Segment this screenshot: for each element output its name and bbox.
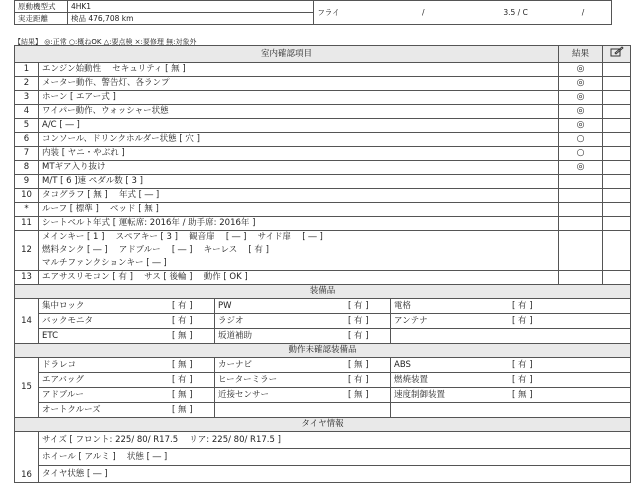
equipment-label: カーナビ — [218, 359, 253, 370]
item-result: ○ — [559, 133, 603, 147]
equipment-label: エアバッグ — [42, 374, 84, 385]
equipment-cell — [215, 388, 391, 403]
equipment-cell — [39, 314, 215, 329]
item-number: 2 — [15, 77, 39, 91]
equipment-label: ヒーターミラー — [218, 374, 278, 385]
equipment-label: アドブルー — [42, 389, 84, 400]
equipment-value: [ 有 ] — [172, 374, 193, 385]
item-text: MTギア入り抜け — [39, 161, 559, 175]
equipment-value: [ 無 ] — [172, 330, 193, 341]
key-info-line-2: 燃料タンク [ ― ] アドブルー [ ― ] キーレス [ 有 ] — [42, 245, 269, 255]
item-number: 13 — [15, 271, 39, 285]
item-number: 5 — [15, 119, 39, 133]
interior-section-title: 室内確認項目 — [15, 46, 559, 63]
equipment-label: ラジオ — [218, 315, 244, 326]
equipment-value: [ 有 ] — [512, 374, 533, 385]
equipment-value: [ 無 ] — [172, 404, 193, 415]
result-legend: 【結果】 ◎:正常 ○:概ねOK △:要点検 ×:要修理 無:対象外 — [14, 38, 197, 46]
item-text: ホーン [ エアー式 ] — [39, 91, 559, 105]
equipment-value: [ 有 ] — [348, 374, 369, 385]
fly-pressure-value: 3.5 / C — [503, 8, 528, 17]
equipment-cell — [39, 358, 215, 373]
equipment-label: アンテナ — [394, 315, 428, 326]
equipment-label: PW — [218, 300, 232, 311]
edit-icon[interactable] — [603, 46, 631, 63]
wheel-info: ホイール [ アルミ ] 状態 [ ― ] — [39, 449, 631, 466]
equipment-value: [ 有 ] — [512, 300, 533, 311]
equipment-value: [ 無 ] — [172, 359, 193, 370]
equipment-cell — [391, 358, 631, 373]
item-result: ◎ — [559, 119, 603, 133]
item-result — [559, 189, 603, 203]
item-number: 10 — [15, 189, 39, 203]
item-text: A/C [ ― ] — [39, 119, 559, 133]
equipment-cell — [391, 329, 631, 344]
inspection-row — [15, 161, 631, 175]
vehicle-info-table — [14, 0, 612, 25]
fly-slash-1: / — [421, 8, 425, 17]
equipment-row — [15, 358, 631, 373]
item-number: 4 — [15, 105, 39, 119]
item-text: ルーフ [ 標準 ] ベッド [ 無 ] — [39, 203, 559, 217]
item-number: 12 — [15, 231, 39, 271]
equipment-cell — [391, 314, 631, 329]
item-text: シートベルト年式 [ 運転席: 2016年 / 助手席: 2016年 ] — [39, 217, 559, 231]
item-number: 15 — [15, 358, 39, 418]
item-text: メーター動作、警告灯、各ランプ — [39, 77, 559, 91]
inspection-row — [15, 203, 631, 217]
equipment-row — [15, 299, 631, 314]
equipment-cell — [391, 403, 631, 418]
equipment-value: [ 無 ] — [348, 389, 369, 400]
item-text: 内装 [ ヤニ・やぶれ ] — [39, 147, 559, 161]
equipment-cell — [215, 299, 391, 314]
equipment-cell — [39, 403, 215, 418]
equipment-label: 集中ロック — [42, 300, 85, 311]
item-result: ○ — [559, 147, 603, 161]
fly-slash-2: / — [581, 8, 585, 17]
equipment-label: 坂道補助 — [218, 330, 253, 341]
item-number: 1 — [15, 63, 39, 77]
equipment-cell — [39, 329, 215, 344]
equipment-label: ABS — [394, 359, 411, 370]
inspection-row — [15, 91, 631, 105]
equipment-cell — [215, 358, 391, 373]
item-result — [559, 217, 603, 231]
equipment-cell — [39, 299, 215, 314]
inspection-row — [15, 175, 631, 189]
equipment-value: [ 無 ] — [172, 389, 193, 400]
tire-condition: タイヤ状態 [ ― ] — [39, 466, 631, 483]
fly-value — [370, 1, 611, 25]
item-number: 14 — [15, 299, 39, 344]
item-text: タコグラフ [ 無 ] 年式 [ ― ] — [39, 189, 559, 203]
key-info-line-3: マルチファンクションキー [ ― ] — [42, 258, 167, 268]
item-result: ◎ — [559, 77, 603, 91]
item-result: ◎ — [559, 91, 603, 105]
equipment-row — [15, 388, 631, 403]
mileage-value: 検品 476,708 km — [67, 13, 313, 25]
equipment-label: ドラレコ — [42, 359, 77, 370]
inspection-row — [15, 63, 631, 77]
item-number: 9 — [15, 175, 39, 189]
item-number: 3 — [15, 91, 39, 105]
tire-size: サイズ [ フロント: 225/ 80/ R17.5 リア: 225/ 80/ R17.5 ] — [39, 432, 631, 449]
inspection-row — [15, 189, 631, 203]
inspection-row — [15, 119, 631, 133]
key-info-line-1: メインキー [ 1 ] スペアキー [ 3 ] 観音扉 [ ― ] サイド扉 [ ― ] — [42, 232, 323, 242]
engine-type-value: 4HK1 — [67, 1, 313, 13]
equipment-value: [ 無 ] — [348, 359, 369, 370]
equipment-row — [15, 403, 631, 418]
equipment-value: [ 有 ] — [512, 359, 533, 370]
item-number: 8 — [15, 161, 39, 175]
result-column-header: 結果 — [559, 46, 603, 63]
unverified-section-title: 動作未確認装備品 — [15, 344, 631, 358]
equipment-value: [ 有 ] — [348, 315, 369, 326]
inspection-row — [15, 147, 631, 161]
equipment-section-title: 装備品 — [15, 285, 631, 299]
item-result — [559, 203, 603, 217]
equipment-row — [15, 314, 631, 329]
equipment-cell — [215, 314, 391, 329]
item-number: * — [15, 203, 39, 217]
equipment-cell — [391, 373, 631, 388]
equipment-cell — [39, 373, 215, 388]
equipment-value: [ 有 ] — [172, 300, 193, 311]
item-text: エンジン始動性 セキュリティ [ 無 ] — [39, 63, 559, 77]
equipment-label: バックモニタ — [42, 315, 94, 326]
equipment-value: [ 無 ] — [512, 389, 533, 400]
equipment-cell — [39, 388, 215, 403]
item-result: ◎ — [559, 63, 603, 77]
air-suspension-remote: エアサスリモコン [ 有 ] サス [ 後輪 ] 動作 [ OK ] — [39, 271, 559, 285]
inspection-row — [15, 77, 631, 91]
equipment-label: オートクルーズ — [42, 404, 101, 415]
mileage-label: 実走距離 — [15, 13, 68, 25]
item-number: 6 — [15, 133, 39, 147]
tire-section-title: タイヤ情報 — [15, 418, 631, 432]
equipment-value: [ 有 ] — [512, 315, 533, 326]
equipment-label: ETC — [42, 330, 58, 341]
equipment-cell — [215, 373, 391, 388]
equipment-cell — [391, 388, 631, 403]
equipment-label: 燃焼装置 — [394, 374, 429, 385]
item-text: コンソール、ドリンクホルダー状態 [ 穴 ] — [39, 133, 559, 147]
engine-type-label: 原動機型式 — [15, 1, 68, 13]
equipment-cell — [215, 403, 391, 418]
item-number: 16 — [15, 432, 39, 483]
item-number: 7 — [15, 147, 39, 161]
equipment-row — [15, 373, 631, 388]
equipment-value: [ 有 ] — [348, 300, 369, 311]
interior-inspection-table — [14, 45, 631, 483]
equipment-label: 近接センサー — [218, 389, 270, 400]
equipment-cell — [391, 299, 631, 314]
item-text: M/T [ 6 ]速 ペダル数 [ 3 ] — [39, 175, 559, 189]
inspection-row — [15, 217, 631, 231]
item-result: ◎ — [559, 105, 603, 119]
equipment-cell — [215, 329, 391, 344]
fly-label: フライ — [314, 1, 370, 25]
equipment-label: 速度制御装置 — [394, 389, 446, 400]
item-result: ◎ — [559, 161, 603, 175]
equipment-value: [ 有 ] — [172, 315, 193, 326]
item-number: 11 — [15, 217, 39, 231]
item-text: ワイパー動作、ウォッシャー状態 — [39, 105, 559, 119]
inspection-row — [15, 105, 631, 119]
item-result — [559, 175, 603, 189]
key-info-cell — [39, 231, 559, 271]
inspection-row — [15, 133, 631, 147]
equipment-label: 電格 — [394, 300, 412, 311]
equipment-row — [15, 329, 631, 344]
equipment-value: [ 有 ] — [348, 330, 369, 341]
